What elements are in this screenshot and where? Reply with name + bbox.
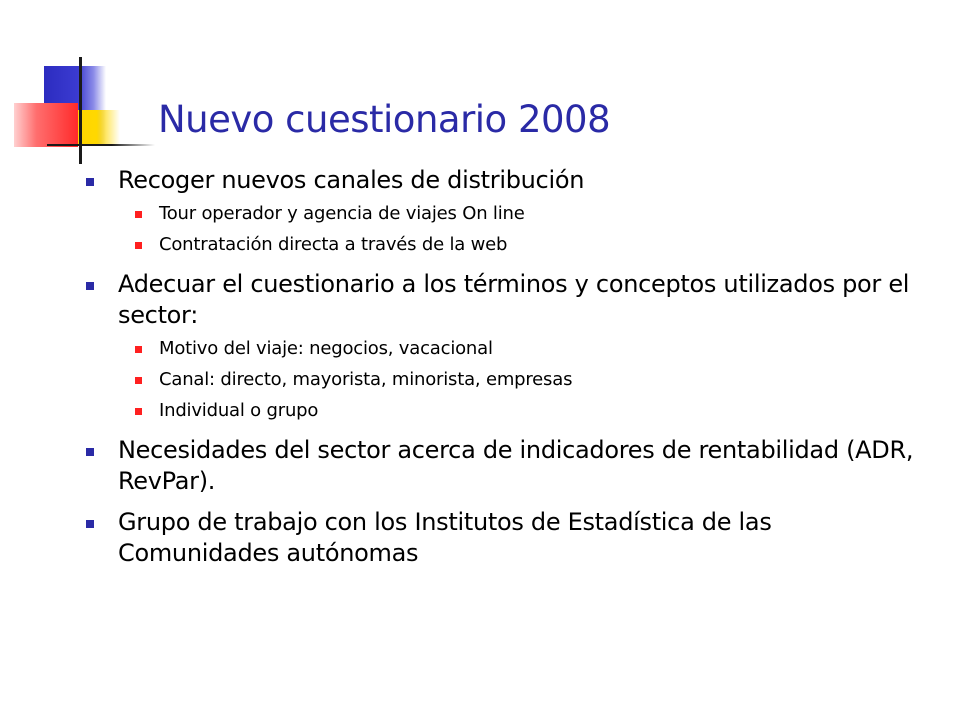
square-bullet-icon [135, 377, 142, 384]
bullet-item [84, 269, 924, 425]
ornament-horizontal-line [47, 144, 155, 146]
bullet-item [84, 435, 924, 497]
square-bullet-icon [135, 211, 142, 218]
sub-bullet-item [118, 231, 924, 259]
sub-bullet-list [118, 335, 924, 425]
square-bullet-icon [86, 520, 94, 528]
bullet-list [84, 165, 924, 579]
square-bullet-icon [135, 242, 142, 249]
ornament-vertical-line [79, 57, 82, 164]
sub-bullet-text: Tour operador y agencia de viajes On line [159, 203, 525, 224]
bullet-item [84, 165, 924, 259]
square-bullet-icon [86, 448, 94, 456]
square-bullet-icon [135, 346, 142, 353]
sub-bullet-text: Individual o grupo [159, 400, 319, 421]
square-bullet-icon [135, 408, 142, 415]
square-bullet-icon [86, 282, 94, 290]
sub-bullet-item [118, 397, 924, 425]
sub-bullet-text: Motivo del viaje: negocios, vacacional [159, 338, 493, 359]
corner-ornament [0, 0, 180, 180]
bullet-text: Necesidades del sector acerca de indicadores de rentabilidad (ADR, RevPar). [118, 436, 914, 495]
sub-bullet-item [118, 335, 924, 363]
bullet-text: Grupo de trabajo con los Institutos de Estadística de las Comunidades autónomas [118, 508, 772, 567]
ornament-red-block [14, 103, 78, 147]
sub-bullet-item [118, 200, 924, 228]
square-bullet-icon [86, 178, 94, 186]
sub-bullet-item [118, 366, 924, 394]
slide-title: Nuevo cuestionario 2008 [158, 98, 611, 141]
bullet-text: Adecuar el cuestionario a los términos y conceptos utilizados por el sector: [118, 270, 910, 329]
bullet-text: Recoger nuevos canales de distribución [118, 166, 585, 194]
sub-bullet-text: Contratación directa a través de la web [159, 234, 508, 255]
bullet-item [84, 507, 924, 569]
sub-bullet-text: Canal: directo, mayorista, minorista, empresas [159, 369, 573, 390]
sub-bullet-list [118, 200, 924, 259]
